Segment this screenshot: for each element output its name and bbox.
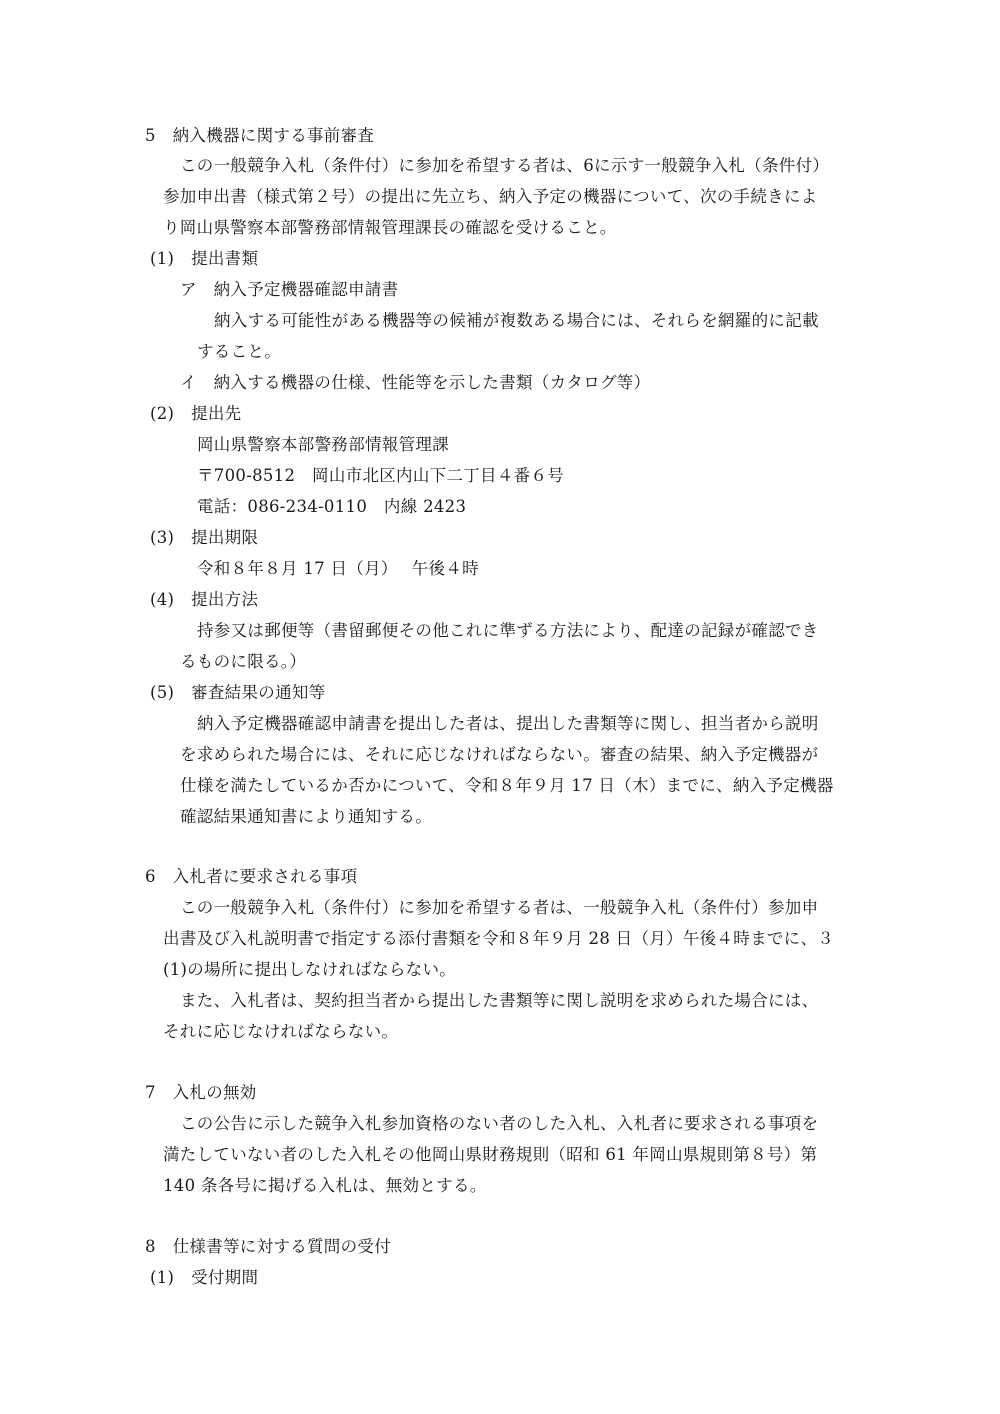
section-7-heading: 7 入札の無効 (145, 1083, 257, 1102)
section-6-line: 出書及び入札説明書で指定する添付書類を令和８年９月 28 日（月）午後４時までに、３ (163, 929, 835, 948)
section-5-heading: 5 納入機器に関する事前審査 (145, 126, 375, 145)
item-1-b: イ 納入する機器の仕様、性能等を示した書類（カタログ等） (180, 373, 651, 392)
item-2-line: 〒700-8512 岡山市北区内山下二丁目４番６号 (197, 466, 565, 485)
section-8-item-1-heading: (1) 受付期間 (150, 1268, 259, 1287)
item-1-a-text-line: 納入する可能性がある機器等の候補が複数ある場合には、それらを網羅的に記載 (214, 311, 819, 330)
section-5-paragraph-line: 参加申出書（様式第２号）の提出に先立ち、納入予定の機器について、次の手続きによ (163, 187, 818, 206)
item-4-line: るものに限る。） (180, 652, 307, 671)
section-6-line: また、入札者は、契約担当者から提出した書類等に関し説明を求められた場合には、 (180, 991, 819, 1010)
item-5-line: を求められた場合には、それに応じなければならない。審査の結果、納入予定機器が (180, 745, 819, 764)
item-1-a-text-line: すること。 (197, 342, 281, 361)
section-6-line: それに応じなければならない。 (163, 1022, 399, 1041)
item-2-line: 岡山県警察本部警務部情報管理課 (197, 435, 449, 454)
section-6-line: (1)の場所に提出しなければならない。 (163, 960, 457, 979)
item-4-line: 持参又は郵便等（書留郵便その他これに準ずる方法により、配達の記録が確認でき (197, 621, 819, 640)
item-2-line: 電話：086-234-0110 内線 2423 (197, 497, 467, 516)
section-6-line: この一般競争入札（条件付）に参加を希望する者は、一般競争入札（条件付）参加申 (180, 898, 819, 917)
section-6-heading: 6 入札者に要求される事項 (145, 867, 358, 886)
section-7-line: 満たしていない者のした入札その他岡山県財務規則（昭和 61 年岡山県規則第８号）第 (163, 1145, 818, 1164)
item-3-line: 令和８年８月 17 日（月） 午後４時 (197, 559, 479, 578)
item-1-a: ア 納入予定機器確認申請書 (180, 280, 399, 299)
section-5-paragraph-line: り岡山県警察本部警務部情報管理課長の確認を受けること。 (163, 218, 617, 237)
item-3-heading: (3) 提出期限 (150, 528, 259, 547)
item-5-line: 仕様を満たしているか否かについて、令和８年９月 17 日（木）までに、納入予定機器 (180, 776, 834, 795)
item-5-heading: (5) 審査結果の通知等 (150, 683, 326, 702)
item-1-heading: (1) 提出書類 (150, 249, 259, 268)
section-5-paragraph-line: この一般競争入札（条件付）に参加を希望する者は、6に示す一般競争入札（条件付） (180, 156, 830, 175)
section-7-line: 140 条各号に掲げる入札は、無効とする。 (163, 1176, 487, 1195)
item-2-heading: (2) 提出先 (150, 404, 242, 423)
section-8-heading: 8 仕様書等に対する質問の受付 (145, 1237, 391, 1256)
item-5-line: 確認結果通知書により通知する。 (180, 807, 432, 826)
section-7-line: この公告に示した競争入札参加資格のない者のした入札、入札者に要求される事項を (180, 1114, 819, 1133)
item-5-line: 納入予定機器確認申請書を提出した者は、提出した書類等に関し、担当者から説明 (197, 714, 819, 733)
item-4-heading: (4) 提出方法 (150, 590, 259, 609)
